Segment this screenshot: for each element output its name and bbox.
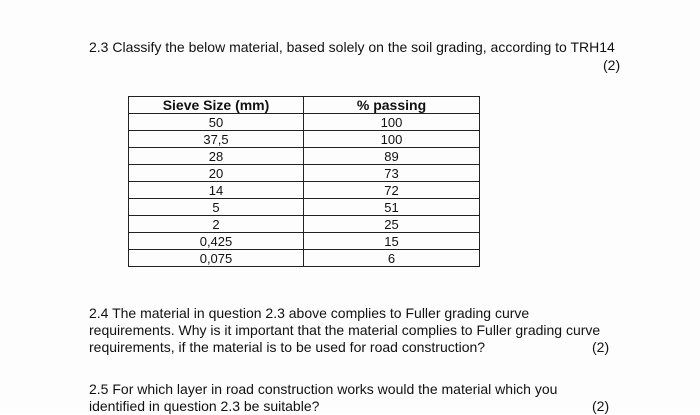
table-row [129, 199, 480, 216]
percent-passing-cell: 100 [304, 131, 480, 148]
sieve-size-cell: 50 [129, 114, 304, 131]
percent-passing-cell: 89 [304, 148, 480, 165]
sieve-size-cell: 37,5 [129, 131, 304, 148]
table-row [129, 165, 480, 182]
question-2-5: 2.5 For which layer in road construction works would the material which you identified in question 2.3 be suitable? [89, 381, 558, 414]
table-row [129, 216, 480, 233]
sieve-size-cell: 20 [129, 165, 304, 182]
sieve-size-header: Sieve Size (mm) [129, 97, 304, 114]
table-row [129, 233, 480, 250]
sieve-table [128, 96, 480, 267]
question-2-4: 2.4 The material in question 2.3 above complies to Fuller grading curve requirements. Why is it important that the material complies to Fuller grading curve requirements, if the material is to be used for road construction? [89, 305, 601, 355]
percent-passing-header: % passing [304, 97, 480, 114]
percent-passing-cell: 100 [304, 114, 480, 131]
sieve-size-cell: 28 [129, 148, 304, 165]
sieve-size-cell: 2 [129, 216, 304, 233]
percent-passing-cell: 72 [304, 182, 480, 199]
table-row [129, 131, 480, 148]
sieve-size-cell: 0,425 [129, 233, 304, 250]
question-2-3-marks: (2) [603, 57, 621, 73]
question-2-3: 2.3 Classify the below material, based solely on the soil grading, according to TRH14 [89, 39, 615, 55]
percent-passing-cell: 51 [304, 199, 480, 216]
table-header-row [129, 97, 480, 114]
question-2-5-marks: (2) [592, 398, 610, 414]
sieve-size-cell: 14 [129, 182, 304, 199]
percent-passing-cell: 73 [304, 165, 480, 182]
sieve-size-cell: 0,075 [129, 250, 304, 267]
table-row [129, 114, 480, 131]
percent-passing-cell: 25 [304, 216, 480, 233]
table-row [129, 250, 480, 267]
table-row [129, 148, 480, 165]
sieve-size-cell: 5 [129, 199, 304, 216]
percent-passing-cell: 6 [304, 250, 480, 267]
percent-passing-cell: 15 [304, 233, 480, 250]
table-row [129, 182, 480, 199]
question-2-4-marks: (2) [592, 339, 610, 355]
